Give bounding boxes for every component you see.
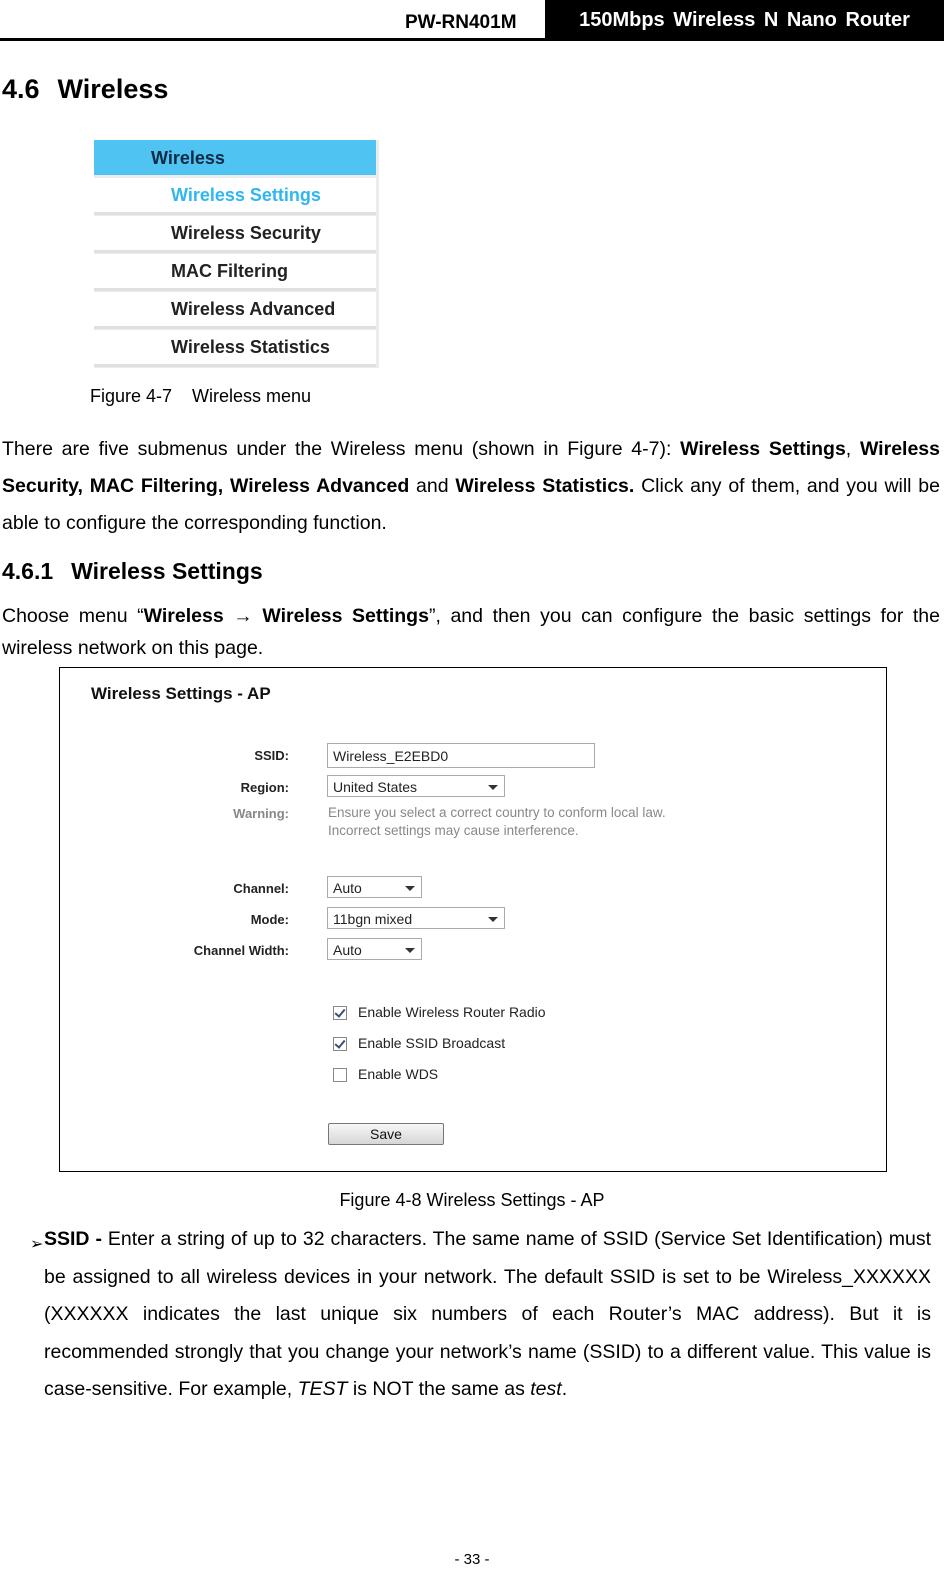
region-label: Region:: [240, 780, 289, 795]
enable-wds-label: Enable WDS: [358, 1066, 439, 1082]
section-heading: [2, 74, 168, 105]
enable-radio-label: Enable Wireless Router Radio: [358, 1004, 546, 1020]
menu-item-wireless-settings[interactable]: Wireless Settings: [94, 178, 376, 215]
ssid-term: SSID -: [44, 1228, 108, 1250]
choose-menu-paragraph: Choose menu “Wireless → Wireless Settings”, and then you can configure the basic settings for the wireless network on this page.: [2, 605, 941, 659]
enable-radio-checkbox[interactable]: [333, 1006, 347, 1020]
region-select[interactable]: United States: [327, 775, 505, 797]
channel-label: Channel:: [233, 881, 289, 896]
enable-ssid-broadcast-checkbox[interactable]: [333, 1037, 347, 1051]
warning-text-line1: Ensure you select a correct country to conform local law.: [328, 805, 666, 820]
section-number: 4.6: [2, 74, 40, 104]
ssid-description: SSID - Enter a string of up to 32 characters. The same name of SSID (Service Set Identification) must be assigned to all wireless devices in your network. The default SSID is set to be Wireless_XXXXXX (XXXXXX indicates the last unique six numbers of each Router’s MAC address). But it is recommended strongly that you change your network’s name (SSID) to a different value. This value is case-sensitive. For example, TEST is NOT the same as test.: [44, 1228, 932, 1401]
menu-item-wireless-security[interactable]: Wireless Security: [94, 216, 376, 253]
channel-select[interactable]: Auto: [327, 876, 422, 898]
ssid-label: SSID:: [254, 748, 289, 763]
header-rule: [0, 38, 944, 41]
page-number: - 33 -: [454, 1551, 490, 1568]
intro-paragraph: There are five submenus under the Wireless menu (shown in Figure 4-7): Wireless Settings, Wireless Security, MAC Filtering, Wireless Advanced and Wireless Statistics. Click any of them, and you will be able to configure the corresponding function.: [2, 438, 940, 534]
warning-text-line2: Incorrect settings may cause interference.: [328, 823, 579, 838]
channel-width-select[interactable]: Auto: [327, 938, 422, 960]
ssid-input[interactable]: Wireless_E2EBD0: [327, 743, 595, 768]
menu-item-mac-filtering[interactable]: MAC Filtering: [94, 254, 376, 291]
bullet-marker-icon: ➢: [30, 1236, 44, 1253]
header-model: PW-RN401M: [405, 12, 517, 33]
save-button[interactable]: Save: [328, 1123, 444, 1145]
wireless-menu-header[interactable]: Wireless: [94, 140, 376, 175]
figure-caption-wireless-menu: Figure 4-7 Wireless menu: [90, 386, 312, 406]
arrow-icon: →: [233, 605, 253, 627]
menu-item-wireless-advanced[interactable]: Wireless Advanced: [94, 292, 376, 329]
settings-title: Wireless Settings - AP: [91, 684, 271, 703]
chevron-down-icon: [488, 785, 498, 790]
mode-select[interactable]: 11bgn mixed: [327, 907, 505, 929]
menu-item-wireless-statistics[interactable]: Wireless Statistics: [94, 330, 376, 367]
chevron-down-icon: [405, 886, 415, 891]
subsection-title: Wireless Settings: [71, 558, 263, 584]
header-product: 150Mbps Wireless N Nano Router: [545, 0, 944, 39]
wireless-menu: [94, 140, 379, 368]
enable-wds-checkbox[interactable]: [333, 1068, 347, 1082]
section-title: Wireless: [57, 74, 169, 104]
wireless-settings-screenshot: [59, 667, 887, 1172]
chevron-down-icon: [488, 917, 498, 922]
mode-label: Mode:: [250, 912, 289, 927]
chevron-down-icon: [405, 948, 415, 953]
figure-caption-wireless-settings: Figure 4-8 Wireless Settings - AP: [339, 1190, 605, 1210]
subsection-heading: [2, 558, 263, 585]
subsection-number: 4.6.1: [2, 558, 54, 584]
enable-ssid-broadcast-label: Enable SSID Broadcast: [358, 1035, 506, 1051]
channel-width-label: Channel Width:: [193, 943, 289, 958]
warning-label: Warning:: [233, 806, 289, 821]
